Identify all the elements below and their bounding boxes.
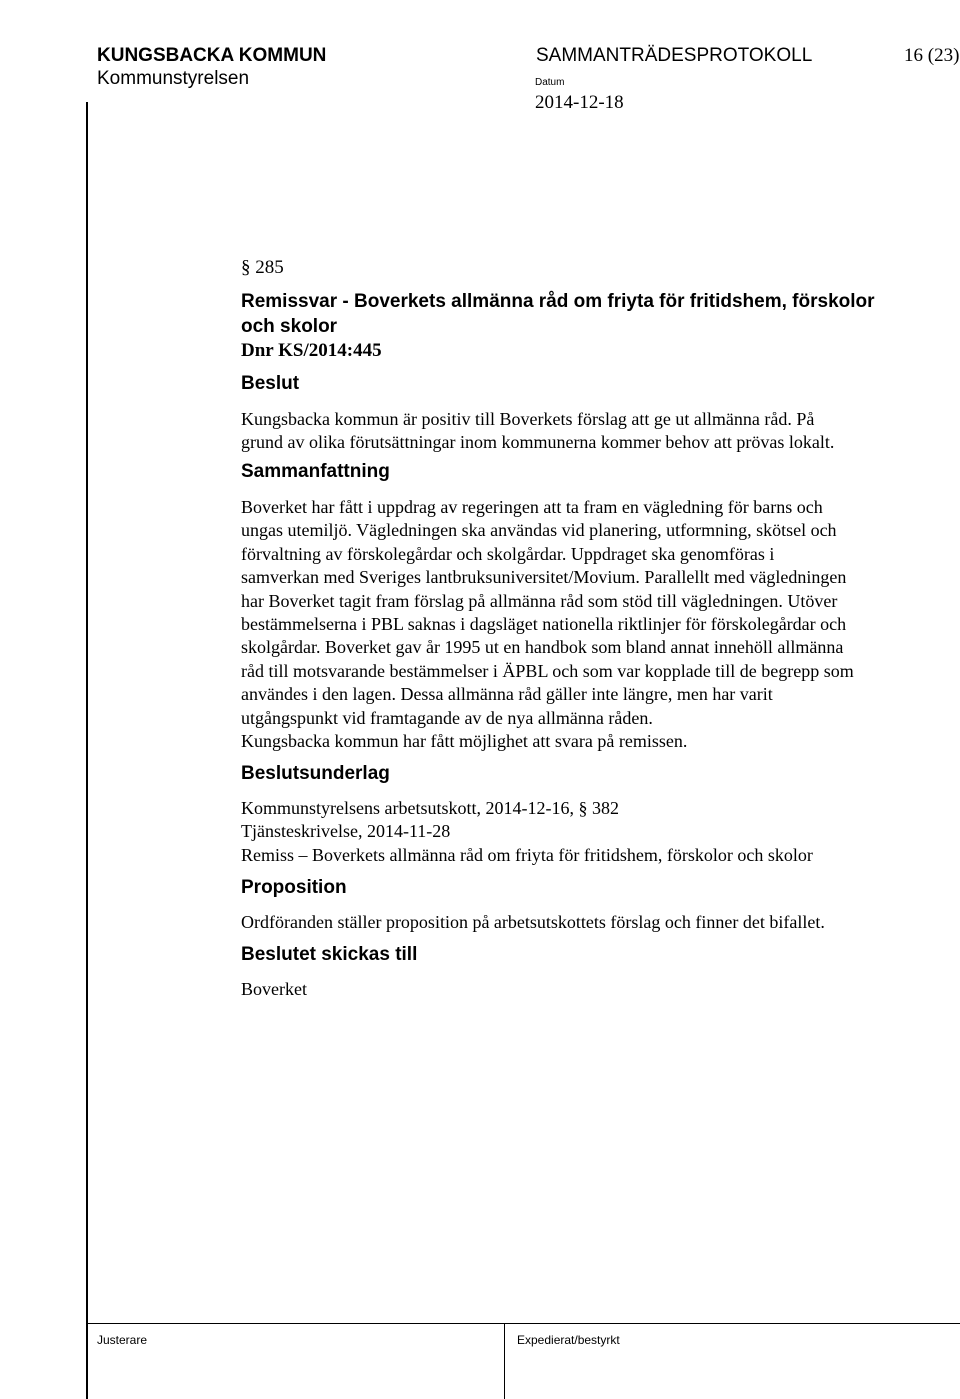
skickas-heading: Beslutet skickas till [241, 944, 418, 965]
text-line: användes i den lagen. Dessa allmänna råd gäller inte längre, men har varit [241, 684, 773, 705]
beslutsunderlag-text [241, 797, 941, 867]
text-line: Remiss – Boverkets allmänna råd om friyta för fritidshem, förskolor och skolor [241, 844, 813, 865]
text-line: utgångspunkt vid framtagande av de nya allmänna råden. [241, 707, 653, 728]
text-line: har Boverket tagit fram förslag på allmänna råd som stöd till vägledningen. Utöver [241, 590, 838, 611]
left-margin-rule [86, 102, 88, 1399]
proposition-text [241, 911, 941, 934]
footer-divider [504, 1323, 505, 1399]
text-line: ungas utemiljö. Vägledningen ska användas vid planering, utformning, skötsel och [241, 520, 837, 541]
section-title-line: Remissvar - Boverkets allmänna råd om friyta för fritidshem, förskolor [241, 291, 875, 312]
text-line: samverkan med Sveriges lantbruksuniversitet/Movium. Parallellt med vägledningen [241, 567, 847, 588]
text-line: grund av olika förutsättningar inom kommunerna kommer behov att prövas lokalt. [241, 432, 835, 453]
text-line: råd till motsvarande bestämmelser i ÄPBL och som var kopplade till de begrepp som [241, 660, 854, 681]
sammanfattning-text [241, 496, 941, 753]
date-label: Datum [535, 77, 565, 88]
board-name: Kommunstyrelsen [97, 68, 250, 89]
page-number: 16 (23) [904, 45, 960, 66]
paragraph-number: § 285 [241, 257, 284, 278]
date-value: 2014-12-18 [535, 92, 624, 113]
text-line: Boverket har fått i uppdrag av regeringen att ta fram en vägledning för barns och [241, 497, 823, 517]
sammanfattning-heading: Sammanfattning [241, 461, 390, 482]
recipient: Boverket [241, 979, 307, 999]
text-line: Tjänsteskrivelse, 2014-11-28 [241, 821, 451, 842]
text-line: bestämmelserna i PBL saknas i dagsläget nationella riktlinjer för förskolegårdar och [241, 614, 847, 635]
text-line: skolgårdar. Boverket gav år 1995 ut en handbok som bland annat innehöll allmänna [241, 637, 844, 658]
diary-number: Dnr KS/2014:445 [241, 340, 382, 361]
skickas-text [241, 978, 941, 1001]
text-line: Ordföranden ställer proposition på arbetsutskottets förslag och finner det bifallet. [241, 912, 825, 932]
section-title [241, 289, 941, 339]
text-line: Kungsbacka kommun har fått möjlighet att svara på remissen. [241, 731, 688, 752]
beslutsunderlag-heading: Beslutsunderlag [241, 763, 390, 784]
text-line: förvaltning av förskolegårdar och skolgårdar. Uppdraget ska genomföras i [241, 543, 775, 564]
organization-name: KUNGSBACKA KOMMUN [97, 45, 327, 66]
document-type: SAMMANTRÄDESPROTOKOLL [536, 45, 813, 66]
text-line: Kommunstyrelsens arbetsutskott, 2014-12-16, § 382 [241, 798, 619, 818]
justerare-label: Justerare [97, 1333, 148, 1347]
proposition-heading: Proposition [241, 877, 347, 898]
section-title-line: och skolor [241, 316, 338, 337]
beslut-heading: Beslut [241, 373, 300, 394]
expedierat-label: Expedierat/bestyrkt [517, 1333, 620, 1347]
beslut-text [241, 408, 941, 455]
footer-rule [86, 1323, 960, 1324]
text-line: Kungsbacka kommun är positiv till Boverkets förslag att ge ut allmänna råd. På [241, 409, 815, 429]
